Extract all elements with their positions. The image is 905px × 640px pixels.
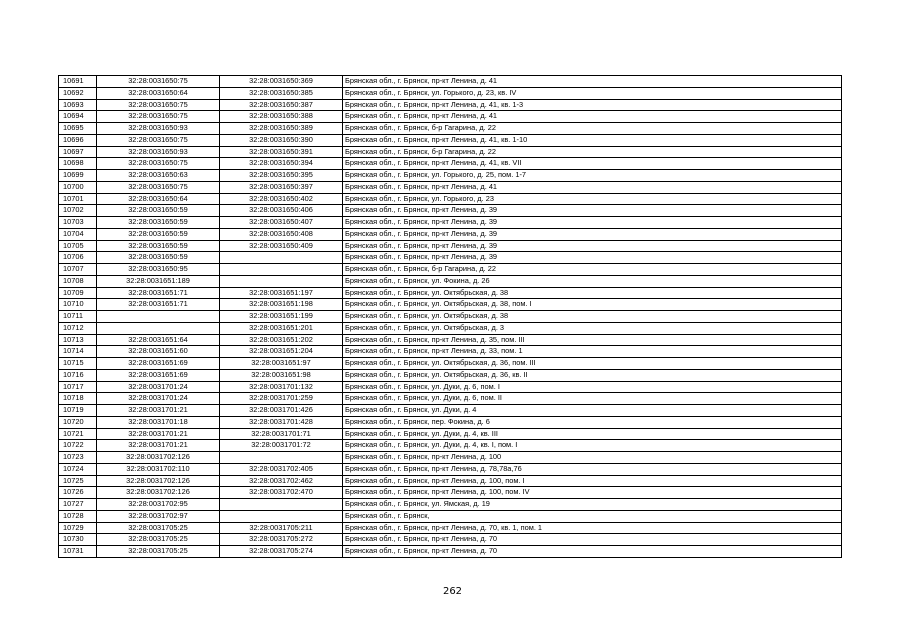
row-number-cell: 10731 [59, 546, 97, 558]
object-cadastral-number-cell: 32:28:0031702:470 [220, 487, 343, 499]
row-number-cell: 10692 [59, 87, 97, 99]
table-row [59, 158, 842, 170]
row-number-cell: 10722 [59, 440, 97, 452]
parcel-cadastral-number-cell: 32:28:0031701:21 [97, 405, 220, 417]
row-number-cell: 10723 [59, 452, 97, 464]
parcel-cadastral-number-cell: 32:28:0031650:63 [97, 170, 220, 182]
row-number-cell: 10696 [59, 134, 97, 146]
table-row [59, 76, 842, 88]
address-cell: Брянская обл., г. Брянск, ул. Дуки, д. 4, кв. I, пом. I [343, 440, 842, 452]
parcel-cadastral-number-cell: 32:28:0031650:75 [97, 158, 220, 170]
parcel-cadastral-number-cell: 32:28:0031705:25 [97, 546, 220, 558]
address-cell: Брянская обл., г. Брянск, ул. Дуки, д. 6, пом. I [343, 381, 842, 393]
row-number-cell: 10712 [59, 322, 97, 334]
row-number-cell: 10724 [59, 463, 97, 475]
row-number-cell: 10702 [59, 205, 97, 217]
table-row [59, 322, 842, 334]
object-cadastral-number-cell: 32:28:0031650:395 [220, 170, 343, 182]
address-cell: Брянская обл., г. Брянск, пр-кт Ленина, д. 100, пом. IV [343, 487, 842, 499]
address-cell: Брянская обл., г. Брянск, ул. Октябрьская, д. 3 [343, 322, 842, 334]
parcel-cadastral-number-cell: 32:28:0031701:18 [97, 416, 220, 428]
object-cadastral-number-cell: 32:28:0031650:389 [220, 123, 343, 135]
row-number-cell: 10713 [59, 334, 97, 346]
table-row [59, 405, 842, 417]
parcel-cadastral-number-cell: 32:28:0031650:64 [97, 87, 220, 99]
table-row [59, 240, 842, 252]
address-cell: Брянская обл., г. Брянск, пр-кт Ленина, д. 41, кв. 1-10 [343, 134, 842, 146]
parcel-cadastral-number-cell: 32:28:0031650:75 [97, 76, 220, 88]
parcel-cadastral-number-cell: 32:28:0031702:126 [97, 475, 220, 487]
object-cadastral-number-cell [220, 275, 343, 287]
row-number-cell: 10716 [59, 369, 97, 381]
row-number-cell: 10691 [59, 76, 97, 88]
parcel-cadastral-number-cell: 32:28:0031650:59 [97, 252, 220, 264]
table-row [59, 369, 842, 381]
parcel-cadastral-number-cell [97, 311, 220, 323]
object-cadastral-number-cell: 32:28:0031701:71 [220, 428, 343, 440]
row-number-cell: 10693 [59, 99, 97, 111]
table-row [59, 181, 842, 193]
table-row [59, 358, 842, 370]
address-cell: Брянская обл., г. Брянск, пр-кт Ленина, д. 78,78а,76 [343, 463, 842, 475]
address-cell: Брянская обл., г. Брянск, ул. Ямская, д. 19 [343, 499, 842, 511]
table-row [59, 111, 842, 123]
object-cadastral-number-cell: 32:28:0031701:259 [220, 393, 343, 405]
row-number-cell: 10711 [59, 311, 97, 323]
object-cadastral-number-cell: 32:28:0031651:201 [220, 322, 343, 334]
address-cell: Брянская обл., г. Брянск, ул. Октябрьская, д. 38, пом. I [343, 299, 842, 311]
object-cadastral-number-cell: 32:28:0031650:390 [220, 134, 343, 146]
page-number: 262 [442, 586, 463, 597]
parcel-cadastral-number-cell: 32:28:0031651:69 [97, 369, 220, 381]
object-cadastral-number-cell [220, 499, 343, 511]
row-number-cell: 10725 [59, 475, 97, 487]
object-cadastral-number-cell: 32:28:0031650:397 [220, 181, 343, 193]
row-number-cell: 10710 [59, 299, 97, 311]
table-row [59, 87, 842, 99]
row-number-cell: 10699 [59, 170, 97, 182]
address-cell: Брянская обл., г. Брянск, пр-кт Ленина, д. 33, пом. 1 [343, 346, 842, 358]
table-row [59, 393, 842, 405]
address-cell: Брянская обл., г. Брянск, б-р Гагарина, д. 22 [343, 123, 842, 135]
address-cell: Брянская обл., г. Брянск, пр-кт Ленина, д. 70 [343, 546, 842, 558]
table-row [59, 546, 842, 558]
parcel-cadastral-number-cell: 32:28:0031702:95 [97, 499, 220, 511]
parcel-cadastral-number-cell: 32:28:0031651:69 [97, 358, 220, 370]
object-cadastral-number-cell [220, 510, 343, 522]
table-row [59, 264, 842, 276]
object-cadastral-number-cell: 32:28:0031701:132 [220, 381, 343, 393]
table-row [59, 134, 842, 146]
object-cadastral-number-cell: 32:28:0031651:97 [220, 358, 343, 370]
object-cadastral-number-cell: 32:28:0031702:462 [220, 475, 343, 487]
table-row [59, 217, 842, 229]
address-cell: Брянская обл., г. Брянск, ул. Октябрьская, д. 36, кв. II [343, 369, 842, 381]
address-cell: Брянская обл., г. Брянск, пр-кт Ленина, д. 35, пом. III [343, 334, 842, 346]
table-row [59, 499, 842, 511]
address-cell: Брянская обл., г. Брянск, [343, 510, 842, 522]
object-cadastral-number-cell: 32:28:0031650:406 [220, 205, 343, 217]
table-row [59, 522, 842, 534]
table-row [59, 334, 842, 346]
table-row [59, 463, 842, 475]
parcel-cadastral-number-cell: 32:28:0031650:75 [97, 99, 220, 111]
address-cell: Брянская обл., г. Брянск, ул. Горького, д. 23, кв. IV [343, 87, 842, 99]
row-number-cell: 10718 [59, 393, 97, 405]
object-cadastral-number-cell: 32:28:0031650:408 [220, 228, 343, 240]
row-number-cell: 10726 [59, 487, 97, 499]
object-cadastral-number-cell [220, 264, 343, 276]
address-cell: Брянская обл., г. Брянск, б-р Гагарина, д. 22 [343, 264, 842, 276]
address-cell: Брянская обл., г. Брянск, пр-кт Ленина, д. 39 [343, 205, 842, 217]
row-number-cell: 10697 [59, 146, 97, 158]
table-row [59, 170, 842, 182]
parcel-cadastral-number-cell: 32:28:0031650:75 [97, 181, 220, 193]
object-cadastral-number-cell [220, 252, 343, 264]
table-row [59, 475, 842, 487]
parcel-cadastral-number-cell: 32:28:0031650:59 [97, 228, 220, 240]
object-cadastral-number-cell: 32:28:0031651:98 [220, 369, 343, 381]
parcel-cadastral-number-cell: 32:28:0031701:24 [97, 393, 220, 405]
table-row [59, 416, 842, 428]
object-cadastral-number-cell: 32:28:0031701:426 [220, 405, 343, 417]
table-row [59, 123, 842, 135]
row-number-cell: 10698 [59, 158, 97, 170]
table-row [59, 287, 842, 299]
address-cell: Брянская обл., г. Брянск, пр-кт Ленина, д. 70, кв. 1, пом. 1 [343, 522, 842, 534]
parcel-cadastral-number-cell: 32:28:0031702:126 [97, 452, 220, 464]
address-cell: Брянская обл., г. Брянск, ул. Фокина, д. 26 [343, 275, 842, 287]
parcel-cadastral-number-cell [97, 322, 220, 334]
table-row [59, 452, 842, 464]
parcel-cadastral-number-cell: 32:28:0031650:64 [97, 193, 220, 205]
object-cadastral-number-cell: 32:28:0031651:198 [220, 299, 343, 311]
table-row [59, 346, 842, 358]
row-number-cell: 10728 [59, 510, 97, 522]
object-cadastral-number-cell: 32:28:0031701:72 [220, 440, 343, 452]
object-cadastral-number-cell: 32:28:0031701:428 [220, 416, 343, 428]
table-row [59, 440, 842, 452]
parcel-cadastral-number-cell: 32:28:0031651:64 [97, 334, 220, 346]
parcel-cadastral-number-cell: 32:28:0031701:21 [97, 440, 220, 452]
address-cell: Брянская обл., г. Брянск, пр-кт Ленина, д. 41, кв. 1-3 [343, 99, 842, 111]
table-row [59, 487, 842, 499]
address-cell: Брянская обл., г. Брянск, пр-кт Ленина, д. 41 [343, 76, 842, 88]
parcel-cadastral-number-cell: 32:28:0031651:189 [97, 275, 220, 287]
table-row [59, 146, 842, 158]
row-number-cell: 10714 [59, 346, 97, 358]
parcel-cadastral-number-cell: 32:28:0031651:60 [97, 346, 220, 358]
row-number-cell: 10709 [59, 287, 97, 299]
row-number-cell: 10706 [59, 252, 97, 264]
row-number-cell: 10715 [59, 358, 97, 370]
object-cadastral-number-cell: 32:28:0031705:274 [220, 546, 343, 558]
table-row [59, 311, 842, 323]
object-cadastral-number-cell: 32:28:0031650:402 [220, 193, 343, 205]
address-cell: Брянская обл., г. Брянск, б-р Гагарина, д. 22 [343, 146, 842, 158]
object-cadastral-number-cell: 32:28:0031650:407 [220, 217, 343, 229]
object-cadastral-number-cell: 32:28:0031651:199 [220, 311, 343, 323]
row-number-cell: 10695 [59, 123, 97, 135]
table-row [59, 193, 842, 205]
object-cadastral-number-cell: 32:28:0031650:391 [220, 146, 343, 158]
row-number-cell: 10707 [59, 264, 97, 276]
object-cadastral-number-cell: 32:28:0031702:405 [220, 463, 343, 475]
row-number-cell: 10719 [59, 405, 97, 417]
row-number-cell: 10703 [59, 217, 97, 229]
parcel-cadastral-number-cell: 32:28:0031651:71 [97, 299, 220, 311]
parcel-cadastral-number-cell: 32:28:0031650:75 [97, 134, 220, 146]
address-cell: Брянская обл., г. Брянск, ул. Горького, д. 23 [343, 193, 842, 205]
parcel-cadastral-number-cell: 32:28:0031701:24 [97, 381, 220, 393]
parcel-cadastral-number-cell: 32:28:0031650:59 [97, 217, 220, 229]
row-number-cell: 10705 [59, 240, 97, 252]
address-cell: Брянская обл., г. Брянск, пр-кт Ленина, д. 39 [343, 240, 842, 252]
cadastral-table [58, 75, 842, 558]
row-number-cell: 10700 [59, 181, 97, 193]
parcel-cadastral-number-cell: 32:28:0031702:97 [97, 510, 220, 522]
object-cadastral-number-cell: 32:28:0031651:197 [220, 287, 343, 299]
object-cadastral-number-cell: 32:28:0031650:409 [220, 240, 343, 252]
object-cadastral-number-cell: 32:28:0031650:394 [220, 158, 343, 170]
parcel-cadastral-number-cell: 32:28:0031650:59 [97, 240, 220, 252]
address-cell: Брянская обл., г. Брянск, пр-кт Ленина, д. 100 [343, 452, 842, 464]
table-row [59, 381, 842, 393]
address-cell: Брянская обл., г. Брянск, пр-кт Ленина, д. 39 [343, 228, 842, 240]
table-row [59, 428, 842, 440]
parcel-cadastral-number-cell: 32:28:0031702:110 [97, 463, 220, 475]
parcel-cadastral-number-cell: 32:28:0031705:25 [97, 534, 220, 546]
table-row [59, 299, 842, 311]
address-cell: Брянская обл., г. Брянск, пр-кт Ленина, д. 70 [343, 534, 842, 546]
address-cell: Брянская обл., г. Брянск, ул. Дуки, д. 4, кв. III [343, 428, 842, 440]
address-cell: Брянская обл., г. Брянск, ул. Дуки, д. 6, пом. II [343, 393, 842, 405]
parcel-cadastral-number-cell: 32:28:0031650:75 [97, 111, 220, 123]
address-cell: Брянская обл., г. Брянск, пр-кт Ленина, д. 41 [343, 111, 842, 123]
parcel-cadastral-number-cell: 32:28:0031650:93 [97, 123, 220, 135]
address-cell: Брянская обл., г. Брянск, пр-кт Ленина, д. 41 [343, 181, 842, 193]
parcel-cadastral-number-cell: 32:28:0031650:95 [97, 264, 220, 276]
table-row [59, 275, 842, 287]
table-row [59, 534, 842, 546]
row-number-cell: 10727 [59, 499, 97, 511]
row-number-cell: 10704 [59, 228, 97, 240]
object-cadastral-number-cell: 32:28:0031650:387 [220, 99, 343, 111]
address-cell: Брянская обл., г. Брянск, ул. Дуки, д. 4 [343, 405, 842, 417]
parcel-cadastral-number-cell: 32:28:0031651:71 [97, 287, 220, 299]
parcel-cadastral-number-cell: 32:28:0031705:25 [97, 522, 220, 534]
row-number-cell: 10708 [59, 275, 97, 287]
address-cell: Брянская обл., г. Брянск, пер. Фокина, д. 6 [343, 416, 842, 428]
row-number-cell: 10717 [59, 381, 97, 393]
object-cadastral-number-cell: 32:28:0031650:369 [220, 76, 343, 88]
object-cadastral-number-cell [220, 452, 343, 464]
object-cadastral-number-cell: 32:28:0031705:272 [220, 534, 343, 546]
table-row [59, 99, 842, 111]
object-cadastral-number-cell: 32:28:0031651:202 [220, 334, 343, 346]
table-row [59, 510, 842, 522]
address-cell: Брянская обл., г. Брянск, ул. Горького, д. 25, пом. 1-7 [343, 170, 842, 182]
address-cell: Брянская обл., г. Брянск, ул. Октябрьская, д. 38 [343, 311, 842, 323]
row-number-cell: 10730 [59, 534, 97, 546]
object-cadastral-number-cell: 32:28:0031705:211 [220, 522, 343, 534]
address-cell: Брянская обл., г. Брянск, ул. Октябрьская, д. 36, пом. III [343, 358, 842, 370]
row-number-cell: 10720 [59, 416, 97, 428]
row-number-cell: 10701 [59, 193, 97, 205]
object-cadastral-number-cell: 32:28:0031650:385 [220, 87, 343, 99]
address-cell: Брянская обл., г. Брянск, ул. Октябрьская, д. 38 [343, 287, 842, 299]
object-cadastral-number-cell: 32:28:0031650:388 [220, 111, 343, 123]
table-row [59, 228, 842, 240]
parcel-cadastral-number-cell: 32:28:0031650:59 [97, 205, 220, 217]
object-cadastral-number-cell: 32:28:0031651:204 [220, 346, 343, 358]
address-cell: Брянская обл., г. Брянск, пр-кт Ленина, д. 100, пом. I [343, 475, 842, 487]
parcel-cadastral-number-cell: 32:28:0031650:93 [97, 146, 220, 158]
table-row [59, 205, 842, 217]
parcel-cadastral-number-cell: 32:28:0031702:126 [97, 487, 220, 499]
row-number-cell: 10721 [59, 428, 97, 440]
address-cell: Брянская обл., г. Брянск, пр-кт Ленина, д. 41, кв. VII [343, 158, 842, 170]
table-body [59, 76, 842, 558]
address-cell: Брянская обл., г. Брянск, пр-кт Ленина, д. 39 [343, 252, 842, 264]
table-row [59, 252, 842, 264]
address-cell: Брянская обл., г. Брянск, пр-кт Ленина, д. 39 [343, 217, 842, 229]
row-number-cell: 10729 [59, 522, 97, 534]
document-sheet [58, 75, 841, 558]
parcel-cadastral-number-cell: 32:28:0031701:21 [97, 428, 220, 440]
row-number-cell: 10694 [59, 111, 97, 123]
